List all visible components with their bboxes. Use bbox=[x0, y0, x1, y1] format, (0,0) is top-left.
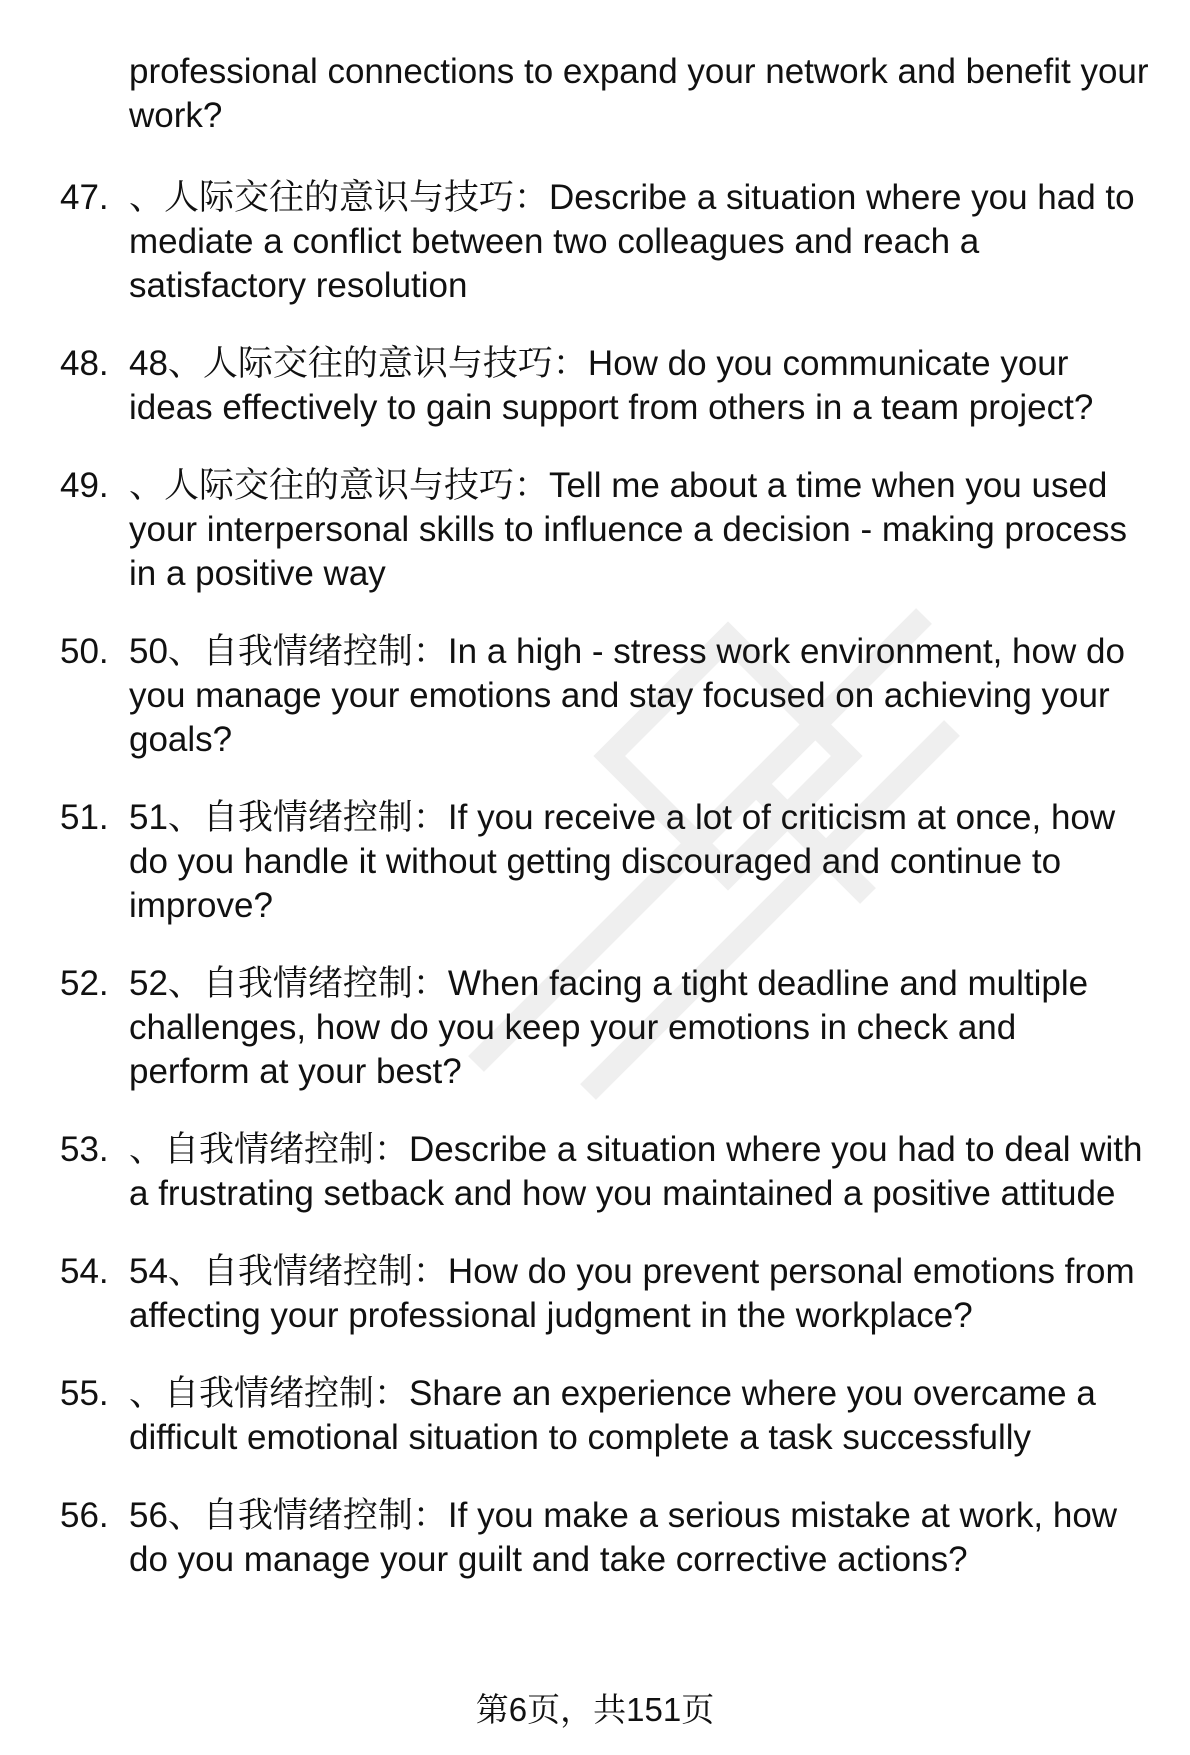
page-footer: 第6页，共151页 bbox=[475, 1691, 715, 1728]
continued-question-text: professional connections to expand your network and benefit your work? bbox=[129, 52, 1149, 135]
question-number: 48. bbox=[60, 344, 109, 383]
question-text: 、自我情绪控制：Share an experience where you overcame a difficult emotional situation to complete a task successfully bbox=[129, 1374, 1096, 1457]
question-number: 56. bbox=[60, 1496, 109, 1535]
list-item bbox=[60, 1250, 1170, 1338]
question-text: 56、自我情绪控制：If you make a serious mistake at work, how do you manage your guilt and take corrective actions? bbox=[129, 1496, 1118, 1579]
question-text: 52、自我情绪控制：When facing a tight deadline and multiple challenges, how do you keep your emotions in check and perform at your best? bbox=[129, 964, 1089, 1091]
question-text: 54、自我情绪控制：How do you prevent personal emotions from affecting your professional judgment in the workplace? bbox=[129, 1252, 1135, 1335]
question-number: 54. bbox=[60, 1252, 109, 1291]
question-text: 50、自我情绪控制：In a high - stress work environment, how do you manage your emotions and stay focused on achieving your goals? bbox=[129, 632, 1125, 759]
question-text: 、人际交往的意识与技巧：Tell me about a time when you used your interpersonal skills to influence a decision - making process in a positive way bbox=[129, 466, 1127, 593]
list-item bbox=[60, 1128, 1170, 1216]
question-number: 53. bbox=[60, 1130, 109, 1169]
list-item bbox=[60, 1494, 1170, 1582]
question-text: 48、人际交往的意识与技巧：How do you communicate your ideas effectively to gain support from others in a team project? bbox=[129, 344, 1094, 427]
question-number: 51. bbox=[60, 798, 109, 837]
list-item bbox=[60, 176, 1170, 308]
question-number: 52. bbox=[60, 964, 109, 1003]
question-list bbox=[60, 176, 1170, 1616]
list-item bbox=[60, 962, 1170, 1094]
question-number: 49. bbox=[60, 466, 109, 505]
question-text: 、人际交往的意识与技巧：Describe a situation where you had to mediate a conflict between two colleagues and reach a satisfactory resolution bbox=[129, 178, 1135, 305]
list-item bbox=[60, 342, 1170, 430]
question-number: 50. bbox=[60, 632, 109, 671]
question-text: 51、自我情绪控制：If you receive a lot of criticism at once, how do you handle it without getting discouraged and continue to improve? bbox=[129, 798, 1116, 925]
question-number: 55. bbox=[60, 1374, 109, 1413]
question-number: 47. bbox=[60, 178, 109, 217]
list-item bbox=[60, 630, 1170, 762]
list-item bbox=[60, 464, 1170, 596]
list-item bbox=[60, 796, 1170, 928]
list-item bbox=[60, 1372, 1170, 1460]
question-text: 、自我情绪控制：Describe a situation where you had to deal with a frustrating setback and how you maintained a positive attitude bbox=[129, 1130, 1143, 1213]
